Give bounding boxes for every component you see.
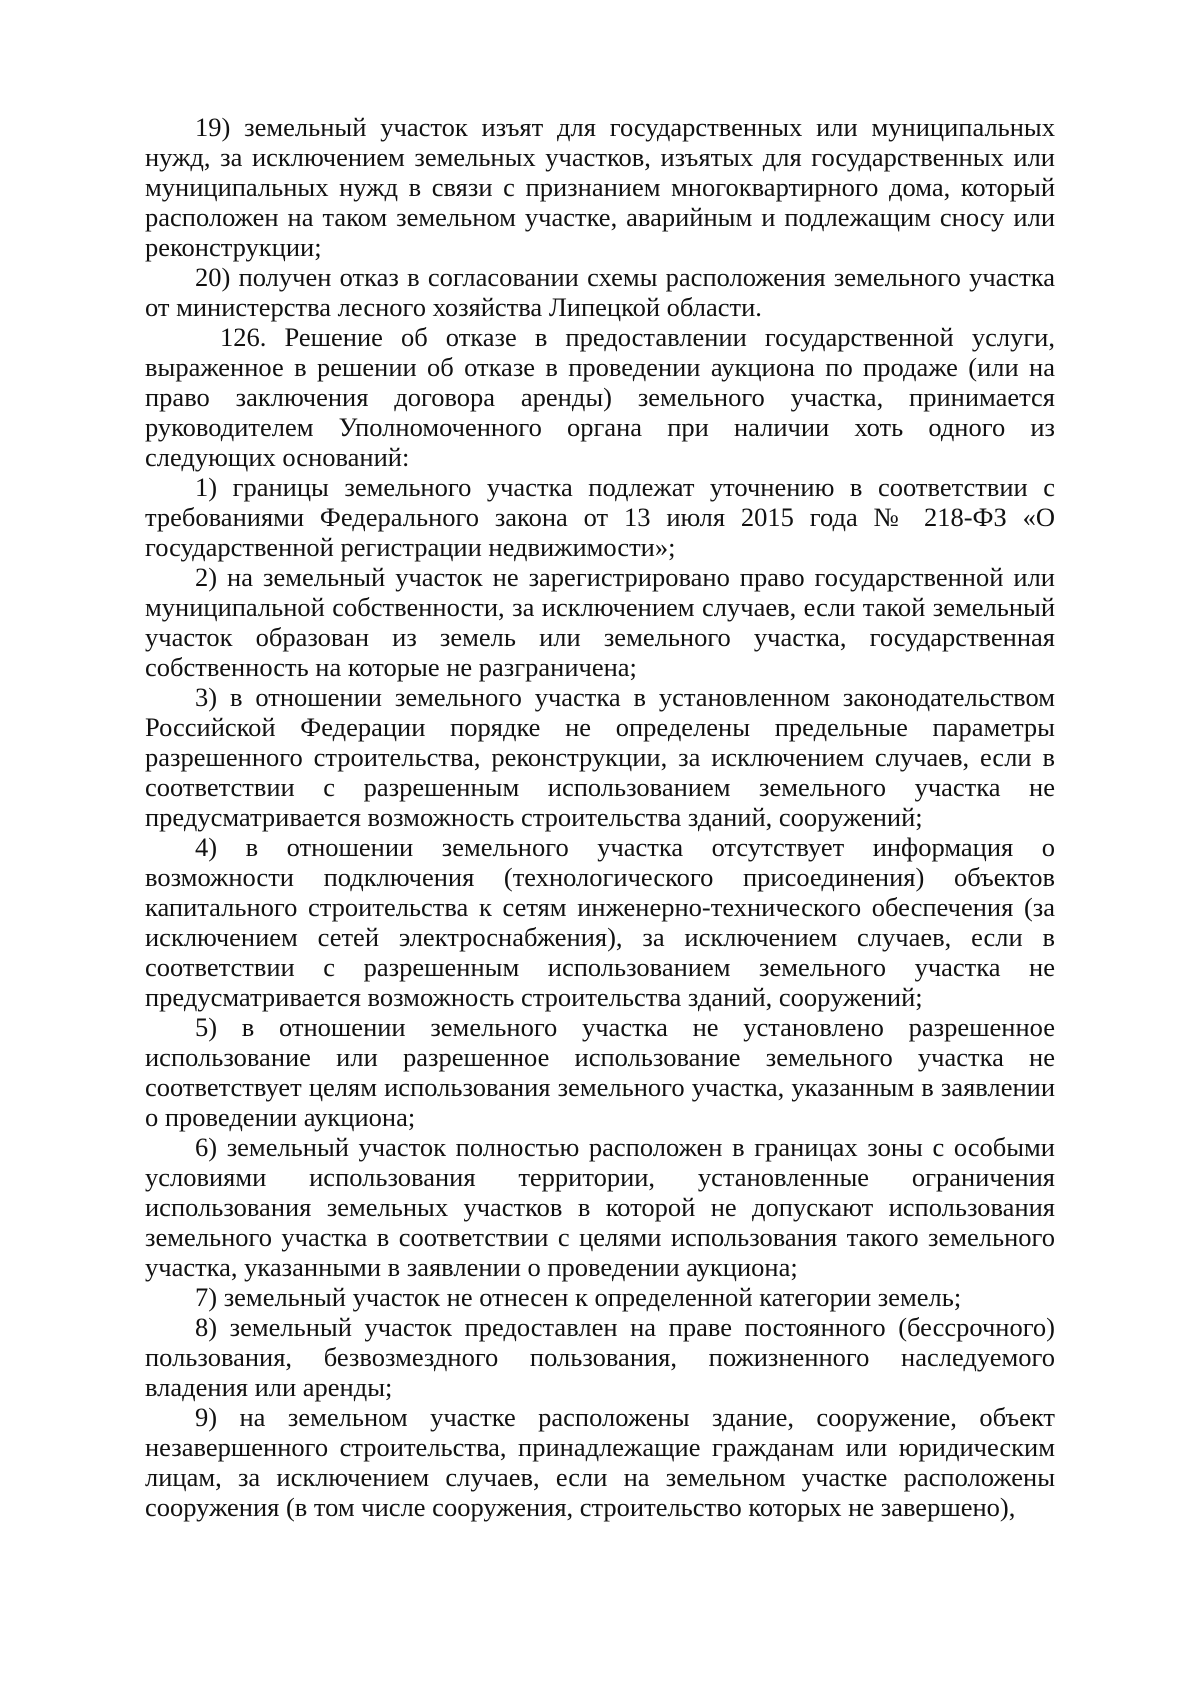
- paragraph-section-126: 126. Решение об отказе в предоставлении государственной услуги, выраженное в решении об отказе в проведении аукциона по продаже (или на право заключения договора аренды) земельного участка, принимается руководителем Уполномоченного органа при наличии хоть одного из следующих оснований:: [145, 322, 1055, 472]
- paragraph-item-9: 9) на земельном участке расположены здание, сооружение, объект незавершенного строительства, принадлежащие гражданам или юридическим лицам, за исключением случаев, если на земельном участке расположены сооружения (в том числе сооружения, строительство которых не завершено),: [145, 1402, 1055, 1522]
- paragraph-item-7: 7) земельный участок не отнесен к определенной категории земель;: [195, 1282, 962, 1312]
- document-page: [145, 112, 1055, 1522]
- paragraph-item-3: 3) в отношении земельного участка в установленном законодательством Российской Федерации порядке не определены предельные параметры разрешенного строительства, реконструкции, за исключением случаев, если в соответствии с разрешенным использованием земельного участка не предусматривается возможность строительства зданий, сооружений;: [145, 682, 1055, 832]
- paragraph-item-4: 4) в отношении земельного участка отсутствует информация о возможности подключения (технологического присоединения) объектов капитального строительства к сетям инженерно-технического обеспечения (за исключением сетей электроснабжения), за исключением случаев, если в соответствии с разрешенным использованием земельного участка не предусматривается возможность строительства зданий, сооружений;: [145, 832, 1055, 1012]
- paragraph-item-19: 19) земельный участок изъят для государственных или муниципальных нужд, за исключением земельных участков, изъятых для государственных или муниципальных нужд в связи с признанием многоквартирного дома, который расположен на таком земельном участке, аварийным и подлежащим сносу или реконструкции;: [145, 112, 1055, 262]
- paragraph-item-20: 20) получен отказ в согласовании схемы расположения земельного участка от министерства лесного хозяйства Липецкой области.: [145, 262, 1055, 322]
- paragraph-item-2: 2) на земельный участок не зарегистрировано право государственной или муниципальной собственности, за исключением случаев, если такой земельный участок образован из земель или земельного участка, государственная собственность на которые не разграничена;: [145, 562, 1055, 682]
- paragraph-item-5: 5) в отношении земельного участка не установлено разрешенное использование или разрешенное использование земельного участка не соответствует целям использования земельного участка, указанным в заявлении о проведении аукциона;: [145, 1012, 1055, 1132]
- paragraph-item-8: 8) земельный участок предоставлен на праве постоянного (бессрочного) пользования, безвозмездного пользования, пожизненного наследуемого владения или аренды;: [145, 1312, 1055, 1402]
- paragraph-item-1: 1) границы земельного участка подлежат уточнению в соответствии с требованиями Федерального закона от 13 июля 2015 года № 218-ФЗ «О государственной регистрации недвижимости»;: [145, 472, 1055, 562]
- paragraph-item-6: 6) земельный участок полностью расположен в границах зоны с особыми условиями использования территории, установленные ограничения использования земельных участков в которой не допускают использования земельного участка в соответствии с целями использования такого земельного участка, указанными в заявлении о проведении аукциона;: [145, 1132, 1055, 1282]
